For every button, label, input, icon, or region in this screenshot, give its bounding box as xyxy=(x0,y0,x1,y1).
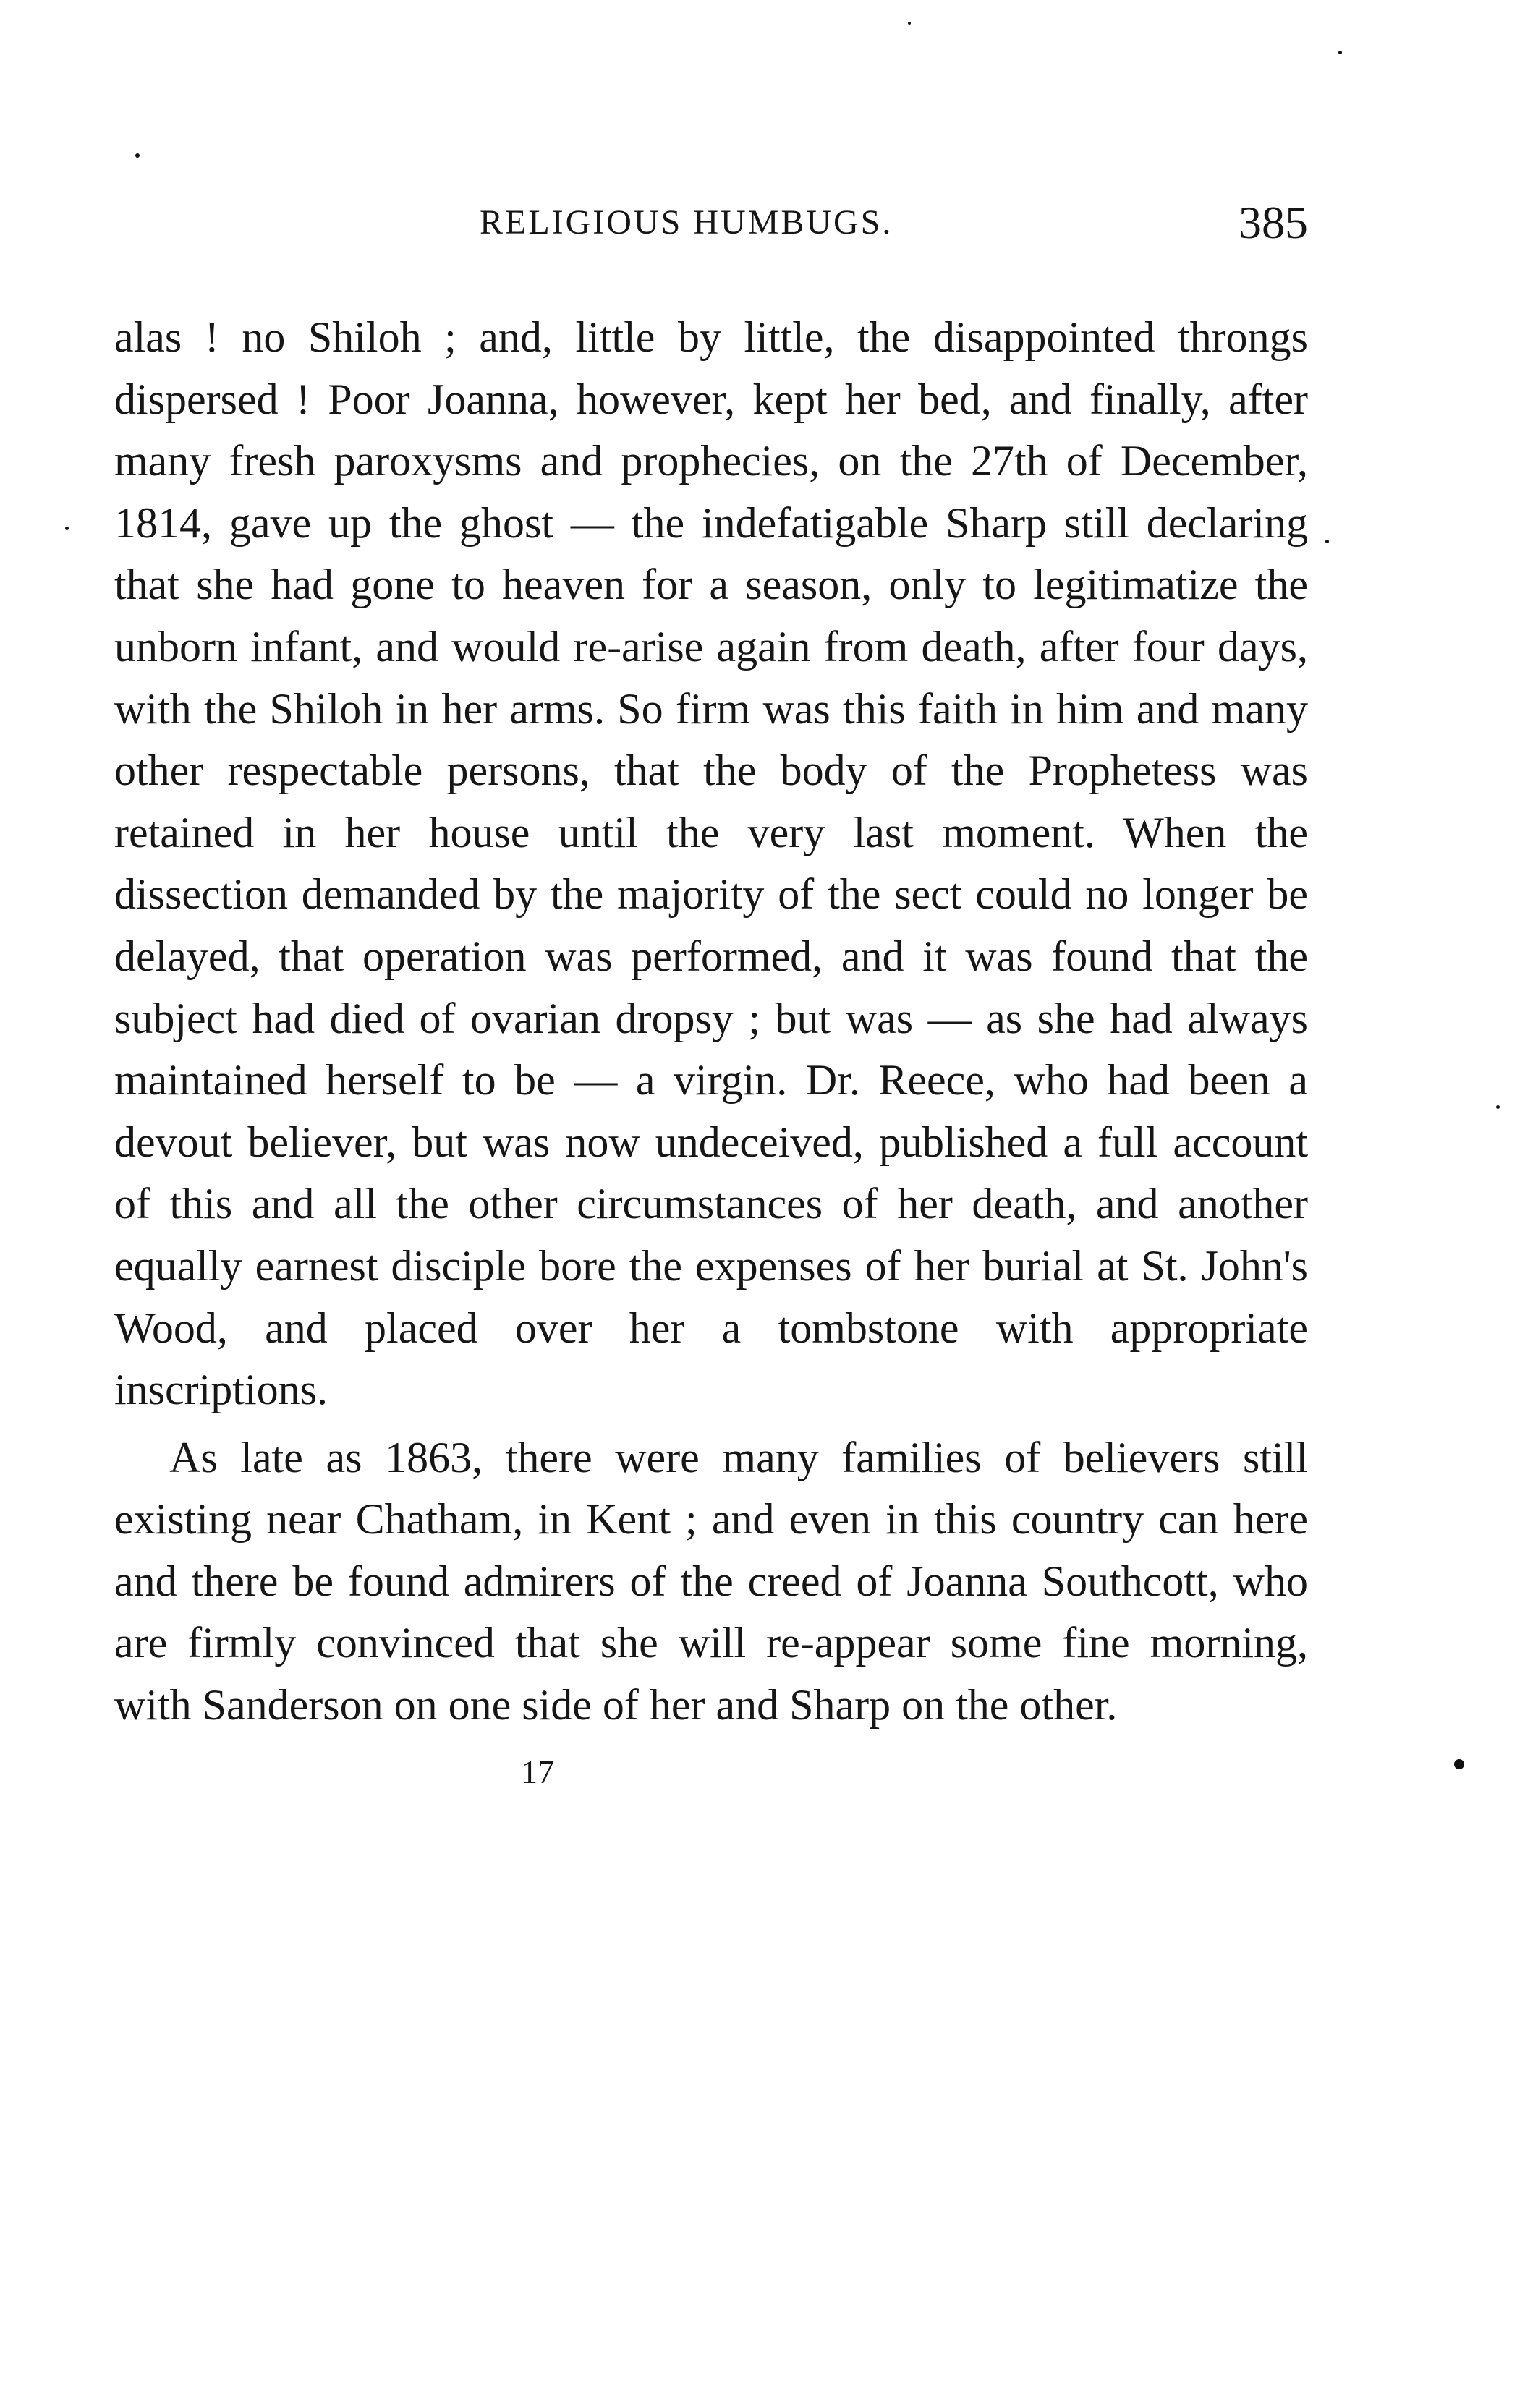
running-title: RELIGIOUS HUMBUGS. xyxy=(480,203,893,242)
ink-speck xyxy=(1325,540,1329,543)
ink-speck xyxy=(1454,1759,1464,1769)
running-head xyxy=(114,194,1308,252)
signature-mark: 17 xyxy=(521,1753,554,1790)
paragraph-2: As late as 1863, there were many families of believers still existing near Chatham, in Kent ; and even in this country can here and there be found admirers of the creed of Joanna Southcott, who are firmly convinced that she will re-appear some fine morning, with Sanderson on one side of her and Sharp on the other. xyxy=(114,1433,1308,1730)
ink-speck xyxy=(908,22,911,25)
ink-speck xyxy=(1338,51,1342,54)
ink-speck xyxy=(1496,1105,1500,1109)
page-number: 385 xyxy=(1239,197,1308,248)
ink-speck xyxy=(65,527,69,530)
body-text xyxy=(114,307,1308,1737)
paragraph-1: alas ! no Shiloh ; and, little by little, the disappointed throngs dispersed ! Poor Joanna, however, kept her bed, and finally, after many fresh paroxysms and prophecies, on the 27th of December, 1814, gave up the ghost — the indefatigable Sharp still declaring that she had gone to heaven for a season, only to legitimatize the unborn infant, and would re-arise again from death, after four days, with the Shiloh in her arms. So firm was this faith in him and many other respectable persons, that the body of the Prophetess was retained in her house until the very last moment. When the dissection demanded by the majority of the sect could no longer be delayed, that operation was performed, and it was found that the subject had died of ovarian dropsy ; but was — as she had always maintained herself to be — a virgin. Dr. Reece, who had been a devout believer, but was now undeceived, published a full account of this and all the other circumstances of her death, and another equally earnest disciple bore the expenses of her burial at St. John's Wood, and placed over her a tombstone with appropriate inscriptions. xyxy=(114,313,1308,1414)
ink-speck xyxy=(135,153,140,158)
